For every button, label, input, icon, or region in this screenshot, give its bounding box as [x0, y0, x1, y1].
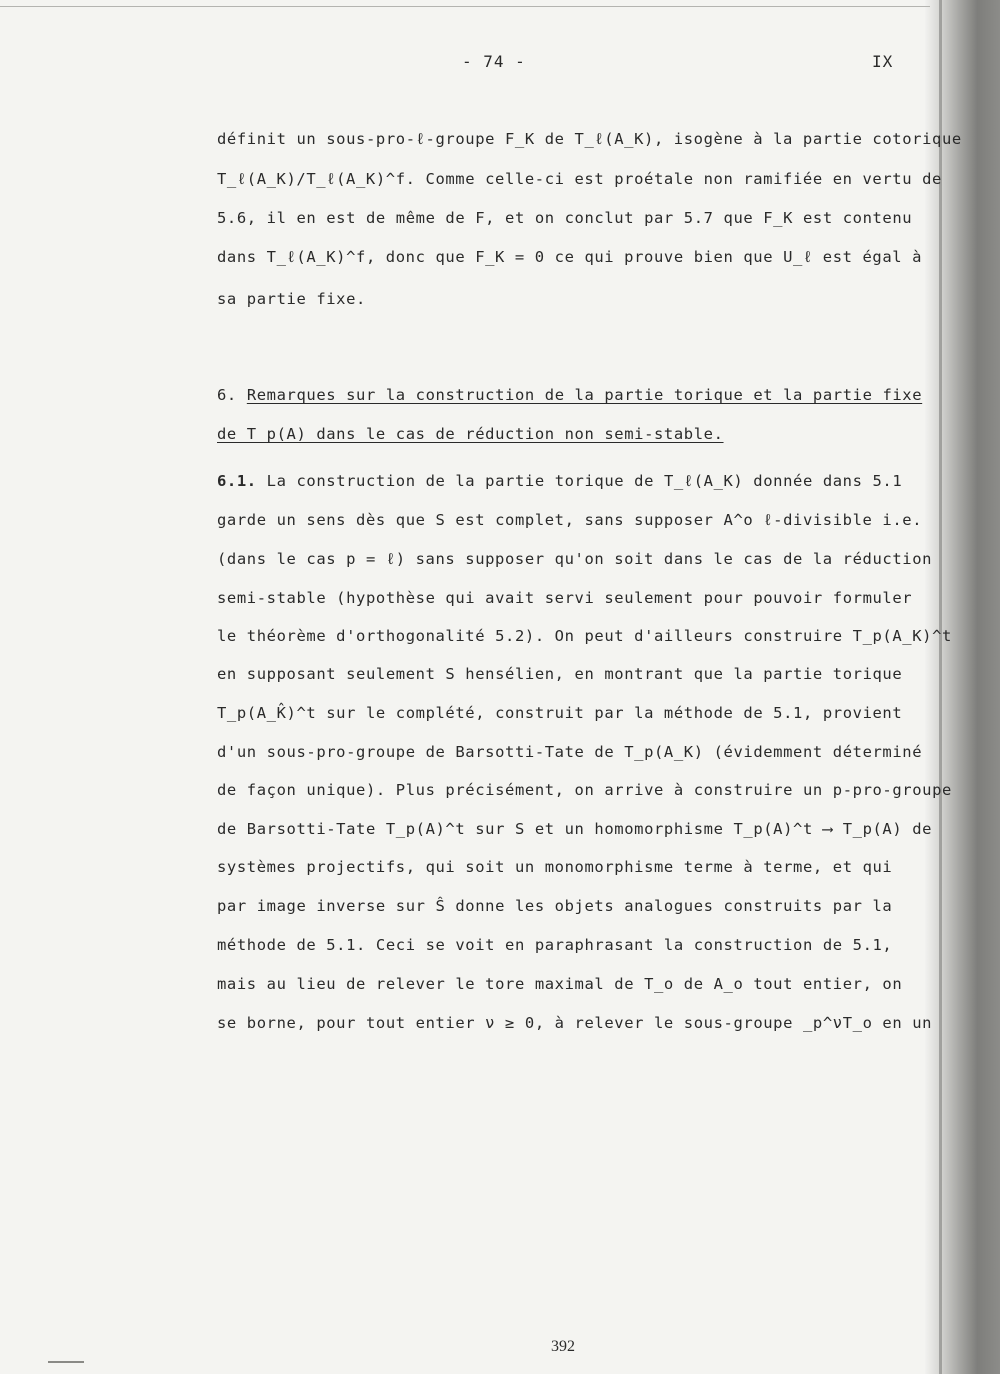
section-title-line-1: Remarques sur la construction de la partie torique et la partie fixe: [246, 386, 923, 404]
text-line: T_ℓ(A_K)/T_ℓ(A_K)^f. Comme celle-ci est proétale non ramifiée en vertu de: [217, 170, 942, 188]
text-line: La construction de la partie torique de T_ℓ(A_K) donnée dans 5.1: [266, 472, 903, 490]
paragraph-first-line: [217, 472, 902, 491]
section-heading-continued: [217, 425, 724, 443]
text-line: garde un sens dès que S est complet, sans supposer A^o ℓ-divisible i.e.: [217, 511, 923, 529]
text-line: de Barsotti-Tate T_p(A)^t sur S et un homomorphisme T_p(A)^t ⟶ T_p(A) de: [217, 820, 933, 838]
top-rule: [0, 6, 930, 7]
text-line: en supposant seulement S hensélien, en montrant que la partie torique: [217, 665, 903, 683]
chapter-number: IX: [872, 52, 894, 71]
text-line: semi-stable (hypothèse qui avait servi seulement pour pouvoir formuler: [217, 589, 913, 607]
text-line: sa partie fixe.: [217, 290, 366, 308]
margin-mark: [48, 1361, 84, 1363]
text-line: se borne, pour tout entier ν ≥ 0, à relever le sous-groupe _p^νT_o en un: [217, 1014, 933, 1032]
text-line: de façon unique). Plus précisément, on arrive à construire un p-pro-groupe: [217, 781, 952, 799]
text-line: (dans le cas p = ℓ) sans supposer qu'on soit dans le cas de la réduction: [217, 550, 933, 568]
page-number: - 74 -: [462, 52, 526, 71]
scan-shadow-edge: [925, 0, 1000, 1374]
text-line: 5.6, il en est de même de F, et on conclut par 5.7 que F_K est contenu: [217, 209, 913, 227]
text-line: le théorème d'orthogonalité 5.2). On peut d'ailleurs construire T_p(A_K)^t: [217, 627, 952, 645]
text-line: définit un sous-pro-ℓ-groupe F_K de T_ℓ(A_K), isogène à la partie cotorique: [217, 130, 962, 148]
text-line: par image inverse sur Ŝ donne les objets analogues construits par la: [217, 897, 893, 915]
text-line: T_p(A_K̂)^t sur le complété, construit par la méthode de 5.1, provient: [217, 704, 903, 722]
text-line: dans T_ℓ(A_K)^f, donc que F_K = 0 ce qui prouve bien que U_ℓ est égal à: [217, 248, 923, 266]
text-line: méthode de 5.1. Ceci se voit en paraphrasant la construction de 5.1,: [217, 936, 893, 954]
paragraph-number: 6.1.: [217, 472, 257, 490]
text-line: systèmes projectifs, qui soit un monomorphisme terme à terme, et qui: [217, 858, 893, 876]
text-line: mais au lieu de relever le tore maximal de T_o de A_o tout entier, on: [217, 975, 903, 993]
section-number: 6.: [217, 386, 237, 404]
section-title-line-2: de T_p(A) dans le cas de réduction non semi-stable.: [217, 425, 724, 443]
section-heading: [217, 386, 922, 404]
folio-number: 392: [551, 1338, 575, 1355]
scan-binding-line: [939, 0, 942, 1374]
text-line: d'un sous-pro-groupe de Barsotti-Tate de T_p(A_K) (évidemment déterminé: [217, 743, 923, 761]
